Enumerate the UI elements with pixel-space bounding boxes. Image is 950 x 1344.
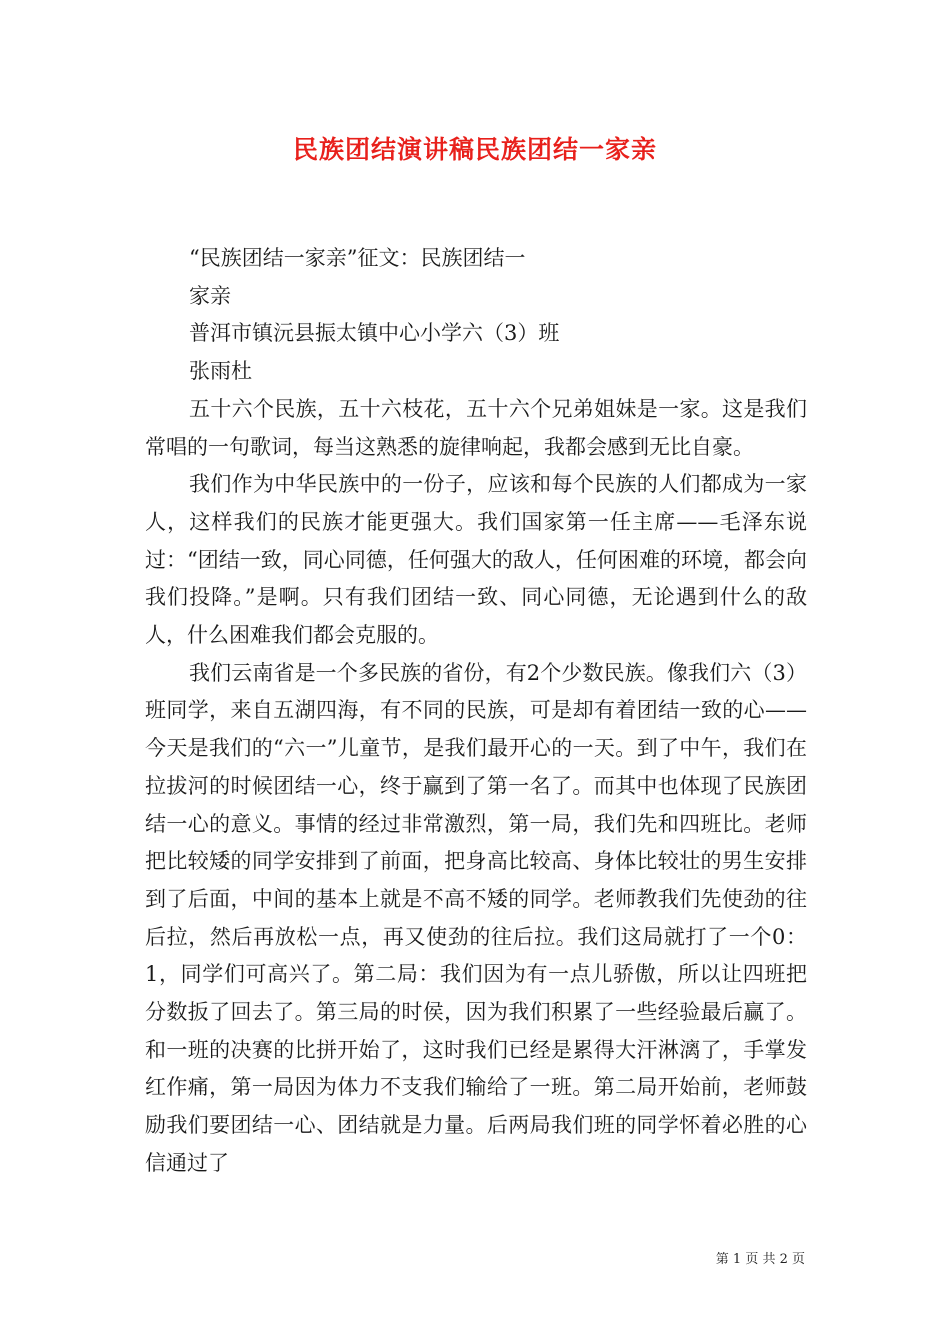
paragraph-1: 五十六个民族，五十六枝花，五十六个兄弟姐妹是一家。这是我们常唱的一句歌词，每当这熟悉的旋律响起，我都会感到无比自豪。 [145,396,807,459]
page-indicator: 第 1 页 共 2 页 [715,1252,805,1267]
paragraph-2: 我们作为中华民族中的一份子，应该和每个民族的人们都成为一家人，这样我们的民族才能更强大。我们国家第一任主席——毛泽东说过：“团结一致，同心同德，任何强大的敌人，任何困难的环境，都会向我们投降。”是啊。只有我们团结一致、同心同德，无论遇到什么的敌人，什么困难我们都会克服的。 [145,472,807,648]
school-line: 普洱市镇沅县振太镇中心小学六（3）班 [189,321,560,346]
document-body [145,240,807,1183]
essay-heading-line-2: 家亲 [189,283,231,308]
document-title: 民族团结演讲稿民族团结一家亲 [292,135,657,164]
author-line: 张雨杜 [189,359,252,384]
essay-heading-line-1: “民族团结一家亲”征文：民族团结一 [189,246,526,270]
paragraph-3: 我们云南省是一个多民族的省份，有2个少数民族。像我们六（3）班同学，来自五湖四海，有不同的民族，可是却有着团结一致的心——今天是我们的“六一”儿童节，是我们最开心的一天。到了中午，我们在拉拔河的时候团结一心，终于赢到了第一名了。而其中也体现了民族团结一心的意义。事情的经过非常激烈，第一局，我们先和四班比。老师把比较矮的同学安排到了前面，把身高比较高、身体比较壮的男生安排到了后面，中间的基本上就是不高不矮的同学。老师教我们先使劲的往后拉，然后再放松一点，再又使劲的往后拉。我们这局就打了一个0：1，同学们可高兴了。第二局：我们因为有一点儿骄傲，所以让四班把分数扳了回去了。第三局的时侯，因为我们积累了一些经验最后赢了。和一班的决赛的比拼开始了，这时我们已经是累得大汗淋漓了，手掌发红作痛，第一局因为体力不支我们输给了一班。第二局开始前，老师鼓励我们要团结一心、团结就是力量。后两局我们班的同学怀着必胜的心信通过了 [145,660,807,1175]
